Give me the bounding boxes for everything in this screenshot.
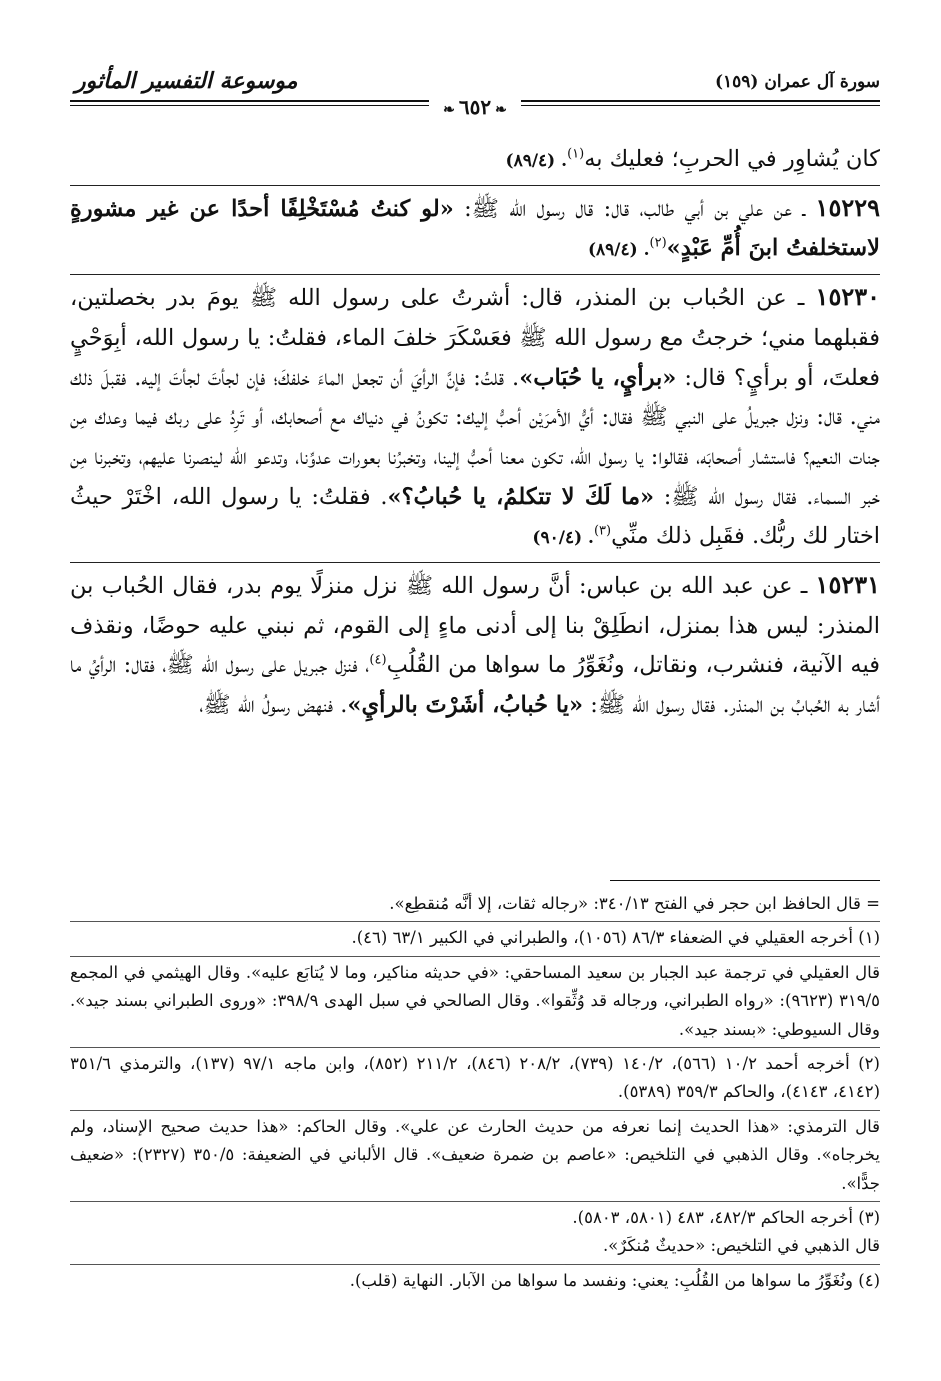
volume-reference: . (٨٩/٤) (587, 240, 650, 261)
hadith-text: ـ عن الحُباب بن المنذر، قال: أشرتُ على رسول الله ﷺ يومَ بدر بخصلتين، فقبلهما مني؛ خرجتُ مع رسول الله ﷺ فعَسْكَرَ خلفَ الماء، فقلتُ: يا رسول الله، أبِوَحْيٍ فعلتَ، أو برأيٍ؟ قال: (70, 285, 880, 391)
footnote-marker: (١) (567, 146, 585, 162)
hadith-number: ١٥٢٢٩ (815, 192, 880, 222)
footnote-marker: (٢) (649, 235, 667, 251)
hadith-number: ١٥٢٣٠ (815, 282, 880, 312)
hadith-text: ـ عن عبد الله بن عباس: أنَّ رسول الله ﷺ نزل منزلًا يوم بدر، فقال الحُباب بن المنذر: ليس هذا بمنزل، انطَلِقْ بنا إلى أدنى ماءٍ إلى القوم، ثم نبني عليه حوضًا، ونقذف فيه الآنية، فنشرب، ونقاتل، ونُغَوِّرُ ما سواها من القُلُبِ (70, 573, 880, 679)
page-header (70, 62, 880, 119)
footnote-marker: (٣) (593, 523, 612, 539)
intro-text: كان يُشاوِر في الحربِ؛ فعليك به (584, 146, 880, 172)
prophetic-quote: «ما لَكَ لا تتكلمُ، يا حُبابُ؟» (387, 483, 655, 510)
volume-reference: . (٩٠/٤) (532, 528, 594, 549)
footnote-separator (610, 880, 880, 881)
hadith-15231 (70, 562, 880, 726)
hadith-text: ، فنزل جبريل على رسول الله ﷺ، فقال: الرأيُ ما أشار به الحُبابُ بن المنذر. فقال رسول الله ﷺ: (70, 652, 880, 719)
book-title: موسوعة التفسير المأثور (75, 68, 298, 94)
footnotes (70, 890, 880, 1295)
prophetic-quote: «يا حُبابُ، أشَرْتَ بالرأيِ» (347, 692, 584, 719)
page-number-box (429, 95, 521, 119)
ornament-right-icon: ❧ (495, 102, 507, 118)
hadith-15230 (70, 274, 880, 559)
hadith-text: . فنهض رسولُ الله ﷺ، (199, 692, 348, 719)
footnote-continuation: = قال الحافظ ابن حجر في الفتح ٣٤٠/١٣: «رجاله ثقات، إلا أنَّه مُنقطِع». (389, 894, 880, 913)
footnote-3-commentary: قال الذهبي في التلخيص: «حديثٌ مُنكَرٌ». (602, 1236, 880, 1256)
hadith-number: ١٥٢٣١ (815, 570, 880, 600)
surah-title: سورة آل عمران (١٥٩) (714, 72, 880, 92)
footnote-2: (٢) أخرجه أحمد ١٠/٢ (٥٦٦)، ١٤٠/٢ (٧٣٩)، ٢٠٨/٢ (٨٤٦)، ٢١١/٢ (٨٥٢)، وابن ماجه ٩٧/١ (١٣٧)، والترمذي ٣٥١/٦ (٤١٤٢، ٤١٤٣)، والحاكم ٣٥٩/٣ (٥٣٨٩). (70, 1047, 880, 1107)
footnote-marker: (٤) (369, 652, 387, 668)
page-number: ٦٥٢ (458, 95, 492, 119)
prophetic-quote: «لو كنتُ مُسْتَخْلِفًا أحدًا عن غير مشورةٍ لاستخلفتُ ابنَ أُمِّ عَبْدٍ» (70, 195, 880, 262)
footnote-4: (٤) ونُغَوِّرُ ما سواها من القُلُبِ: يعني: ونفسد ما سواها من الآبار. النهاية (قلب). (70, 1264, 880, 1295)
footnote-3: (٣) أخرجه الحاكم ٤٨٢/٣، ٤٨٣ (٥٨٠١، ٥٨٠٣). (70, 1201, 880, 1232)
ornament-left-icon: ❧ (443, 102, 455, 118)
footnote-1: (١) أخرجه العقيلي في الضعفاء ٨٦/٣ (١٠٥٦)، والطبراني في الكبير ٦٣/١ (٤٦). (70, 921, 880, 952)
footnote-2-commentary: قال الترمذي: «هذا الحديث إنما نعرفه من حديث الحارث عن علي». وقال الحاكم: «هذا حديث صحيح الإسناد، ولم يخرجاه». وقال الذهبي في التلخيص: «عاصم بن ضمرة ضعيف». قال الألباني في الضعيفة: ٣٥٠/٥ (٢٣٢٧): «ضعيف جدًّا». (70, 1110, 880, 1198)
intro-paragraph (70, 140, 880, 182)
volume-reference: . (٨٩/٤) (505, 151, 568, 171)
hadith-text: . فقلتُ: يا رسول الله، اخْتَرْ حيثُ اختار لك ربُّك. فقَبِل ذلك منِّي (70, 483, 880, 550)
hadith-15229 (70, 185, 880, 271)
hadith-text: ـ عن علي بن أبي طالب، قال: قال رسول الله ﷺ: (453, 195, 816, 222)
main-text (70, 140, 880, 726)
book-page (70, 62, 880, 1362)
footnote-1-commentary: قال العقيلي في ترجمة عبد الجبار بن سعيد المساحقي: «في حديثه مناكير، وما لا يُتابَع عليه». وقال الهيثمي في المجمع ٣١٩/٥ (٩٦٢٣): «رواه الطبراني، ورجاله قد وُثِّقوا». وقال الصالحي في سبل الهدى ٣٩٨/٩: «وروى الطبراني بسند جيد». وقال السيوطي: «بسند جيد». (70, 956, 880, 1044)
prophetic-quote: «برأيٍ، يا حُبَاب» (519, 364, 677, 391)
hadith-text: . قلتُ: فإنَّ الرأيَ أن تجعل الماءَ خلفكَ؛ فإن لجأتَ لجأتَ إليه. فقبلَ ذلك مني. قال: ونزل جبريلُ على النبي ﷺ فقال: أيُّ الأمرَيْن أحبُّ إليك: تكونُ في دنياك مع أصحابك، أو تَرِدُ على ربك فيما وعدك مِن جنات النعيم؟ فاستشار أصحابَه، فقالوا: يا رسول الله، تكون معنا أحبُّ إلينا، وتخبرُنا بعورات عدوِّنا، وتدعو الله لينصرنا عليهم، وتخبرنا مِن خبر السماء. فقال رسول الله ﷺ: (70, 364, 881, 510)
